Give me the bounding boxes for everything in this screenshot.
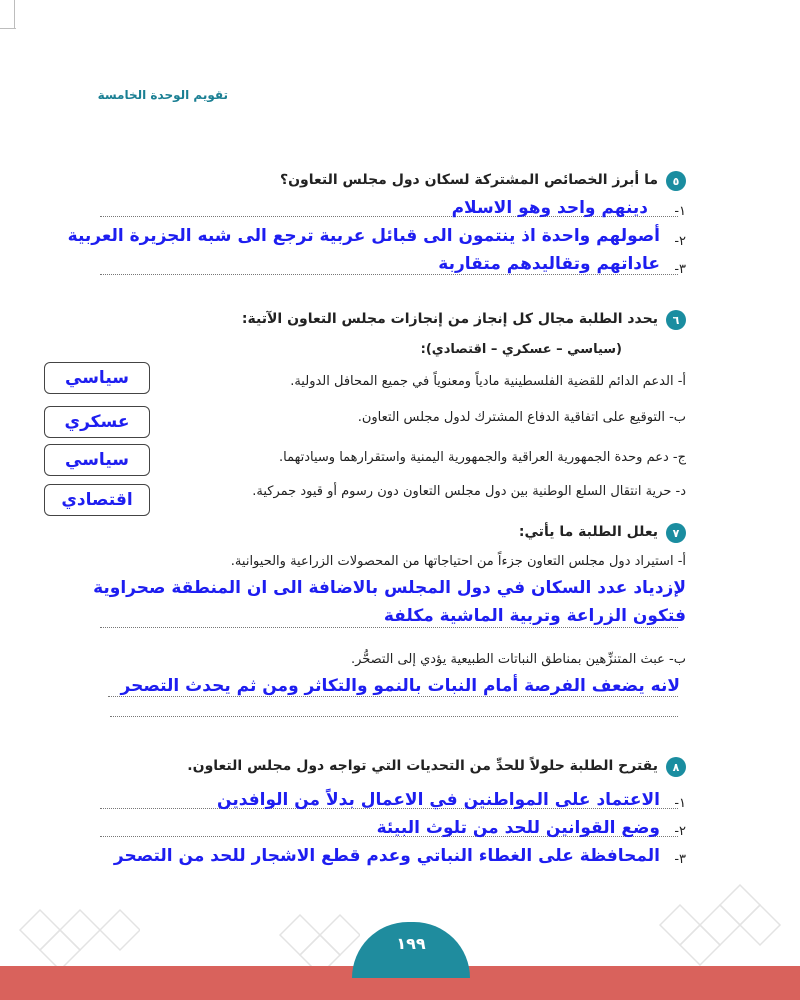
- q7-answer-b-line-1: [108, 696, 678, 697]
- q7-answer-a-2: فتكون الزراعة وتربية الماشية مكلفة: [383, 606, 686, 626]
- question-7-number: ٧: [666, 523, 686, 543]
- q6-item-c: ج- دعم وحدة الجمهورية العراقية والجمهورية اليمنية واستقرارهما وسيادتهما.: [279, 450, 686, 465]
- question-6-text: يحدد الطلبة مجال كل إنجاز من إنجازات مجلس التعاون الآتية:: [241, 311, 658, 327]
- q6-options: (سياسي – عسكري – اقتصادي):: [420, 342, 622, 357]
- q6-item-a: أ- الدعم الدائم للقضية الفلسطينية مادياً ومعنوياً في جميع المحافل الدولية.: [290, 374, 686, 389]
- q8-item-1-num: ١-: [674, 796, 686, 811]
- q5-item-1-answer: دينهم واحد وهو الاسلام: [451, 198, 648, 218]
- q5-item-3-line: [100, 274, 678, 275]
- question-8-number: ٨: [666, 757, 686, 777]
- q6-answer-c: سياسي: [65, 450, 129, 470]
- crop-mark-h: [0, 28, 16, 29]
- footer-pattern-left: [0, 890, 140, 970]
- q8-item-2-num: ٢-: [674, 824, 686, 839]
- question-8-text: يقترح الطلبة حلولاً للحدِّ من التحديات التي تواجه دول مجلس التعاون.: [187, 758, 658, 774]
- q5-item-3-answer: عاداتهم وتقاليدهم متقاربة: [438, 254, 660, 274]
- q6-answer-a: سياسي: [65, 368, 129, 388]
- question-6-number: ٦: [666, 310, 686, 330]
- q8-item-3-answer: المحافظة على الغطاء النباتي وعدم قطع الاشجار للحد من التصحر: [113, 846, 660, 866]
- q6-answer-box-c: [44, 444, 150, 476]
- q7-answer-a-line: [100, 627, 678, 628]
- page-number: ١٩٩: [352, 922, 470, 978]
- question-5-text: ما أبرز الخصائص المشتركة لسكان دول مجلس التعاون؟: [279, 172, 658, 188]
- question-5-number: ٥: [666, 171, 686, 191]
- footer-pattern-middle: [270, 900, 360, 970]
- q7-item-a: أ- استيراد دول مجلس التعاون جزءاً من احتياجاتها من المحصولات الزراعية والحيوانية.: [230, 554, 686, 569]
- q6-answer-d: اقتصادي: [61, 490, 133, 510]
- q5-item-2-num: ٢-: [674, 234, 686, 249]
- q6-answer-box-a: [44, 362, 150, 394]
- crop-mark-v: [14, 0, 15, 28]
- q8-item-1-answer: الاعتماد على المواطنين في الاعمال بدلاً من الوافدين: [217, 790, 660, 810]
- question-7-text: يعلل الطلبة ما يأتي:: [518, 524, 658, 540]
- q6-answer-b: عسكري: [64, 412, 130, 432]
- q6-item-b: ب- التوقيع على اتفاقية الدفاع المشترك لدول مجلس التعاون.: [357, 410, 686, 425]
- q7-answer-b-line-2: [110, 716, 678, 717]
- q5-item-1-num: ١-: [674, 204, 686, 219]
- q8-item-2-answer: وضع القوانين للحد من تلوث البيئة: [376, 818, 660, 838]
- q5-item-3-num: ٣-: [674, 262, 686, 277]
- q8-item-3-num: ٣-: [674, 852, 686, 867]
- q7-answer-b: لانه يضعف الفرصة أمام النبات بالنمو والتكاثر ومن ثم يحدث التصحر: [120, 676, 680, 696]
- footer-pattern-right: [640, 880, 800, 970]
- unit-evaluation-title: تقويم الوحدة الخامسة: [97, 88, 228, 102]
- q5-item-2-answer: أصولهم واحدة اذ ينتمون الى قبائل عربية ترجع الى شبه الجزيرة العربية: [67, 226, 660, 246]
- q7-item-b: ب- عبث المتنزِّهين بمناطق النباتات الطبيعية يؤدي إلى التصحُّر.: [350, 652, 686, 667]
- q6-answer-box-b: [44, 406, 150, 438]
- q6-answer-box-d: [44, 484, 150, 516]
- q6-item-d: د- حرية انتقال السلع الوطنية بين دول مجلس التعاون دون رسوم أو قيود جمركية.: [252, 484, 686, 499]
- q7-answer-a-1: لإزدياد عدد السكان في دول المجلس بالاضافة الى ان المنطقة صحراوية: [93, 578, 686, 598]
